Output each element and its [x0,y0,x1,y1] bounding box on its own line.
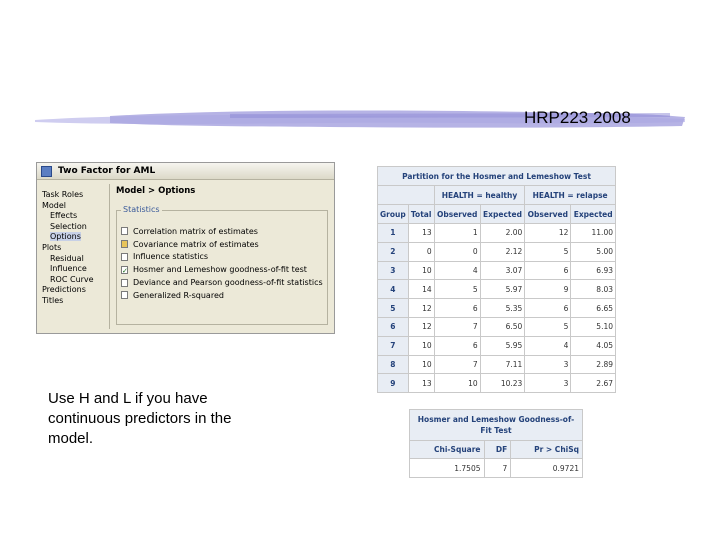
table-cell: 5 [434,280,480,299]
table-cell: 13 [408,224,434,243]
table-cell: 4 [525,336,571,355]
table-cell: 8.03 [571,280,616,299]
table-cell: 4 [434,261,480,280]
table-cell: 5.00 [571,242,616,261]
table-cell: 6.65 [571,299,616,318]
table-cell: 10.23 [480,374,525,393]
group-cell: 2 [378,242,409,261]
table-cell: 5.95 [480,336,525,355]
tree-item-titles[interactable]: Titles [42,295,64,305]
group-label: Statistics [123,205,160,214]
group-cell: 6 [378,317,409,336]
col-header: Observed [525,205,571,224]
table-row [378,374,616,393]
tree-item-residual[interactable]: Residual [50,253,84,263]
dialog-titlebar [37,163,334,180]
group-cell: 4 [378,280,409,299]
checkbox-checked-icon[interactable]: ✓ [122,266,128,275]
tree-item-options[interactable]: Options [50,232,81,242]
tree-item-task-roles[interactable]: Task Roles [42,190,84,199]
table-cell: 6.50 [480,317,525,336]
group-cell: 9 [378,374,409,393]
table-cell: 1 [434,224,480,243]
group-cell: 7 [378,336,409,355]
pane-title: Model > Options [116,186,196,196]
tree-item-predictions[interactable]: Predictions [42,285,86,295]
col-header: Expected [480,205,525,224]
table-cell: 5 [525,317,571,336]
table-cell: 13 [408,374,434,393]
table-row [378,280,616,299]
group-cell: 8 [378,355,409,374]
table-cell: 5.35 [480,299,525,318]
table-row [378,299,616,318]
table-cell: 6 [434,299,480,318]
tree-item-selection[interactable]: Selection [50,221,87,231]
slide-title: HRP223 2008 [524,108,631,127]
checkbox[interactable] [121,291,128,299]
table-cell: 12 [408,317,434,336]
table-cell: 10 [408,355,434,374]
note-text: Use H and L if you have continuous predictors in the model. [48,390,232,447]
table-cell: 0 [408,242,434,261]
task-tree [42,190,108,329]
table-row [378,224,616,243]
table-cell: 10 [408,336,434,355]
table-cell: 7 [434,317,480,336]
gof-caption: Hosmer and Lemeshow Goodness-of-Fit Test [410,410,583,441]
col-header: Group [378,205,409,224]
table-cell: 6.93 [571,261,616,280]
checkbox[interactable] [121,253,128,261]
tree-item-effects[interactable]: Effects [50,211,78,221]
partition-table [377,166,616,393]
table-cell: 10 [434,374,480,393]
table-cell: 14 [408,280,434,299]
table-cell: 12 [525,224,571,243]
app-icon [41,166,52,177]
table-cell: 7.11 [480,355,525,374]
option-covariance-matrix[interactable]: Covariance matrix of estimates [121,238,323,251]
table-cell: 0 [434,242,480,261]
col-header: Chi-Square [410,441,485,459]
p-value: 0.9721 [511,459,583,478]
table-row [378,336,616,355]
option-deviance-pearson[interactable]: Deviance and Pearson goodness-of-fit statistics [121,276,323,289]
statistics-group [116,205,328,325]
table-cell: 3.07 [480,261,525,280]
col-header: Total [408,205,434,224]
group-cell: 1 [378,224,409,243]
tree-item-plots[interactable]: Plots [42,242,62,252]
table-row [410,459,583,478]
gof-table [409,409,583,478]
tree-item-influence[interactable]: Influence [50,264,87,274]
table-cell: 9 [525,280,571,299]
table-cell: 6 [434,336,480,355]
option-influence-statistics[interactable]: Influence statistics [121,251,323,264]
df-value: 7 [484,459,511,478]
table-row [378,355,616,374]
two-factor-dialog [36,162,335,334]
group-cell: 3 [378,261,409,280]
table-cell: 2.00 [480,224,525,243]
table-row [378,261,616,280]
table-cell: 3 [525,355,571,374]
table-cell: 2.89 [571,355,616,374]
col-header: Expected [571,205,616,224]
span-healthy: HEALTH = healthy [434,186,525,205]
table-cell: 5.10 [571,317,616,336]
tree-item-model[interactable]: Model [42,200,67,210]
table-cell: 11.00 [571,224,616,243]
dialog-title: Two Factor for AML [58,166,156,176]
table-row [378,317,616,336]
table-cell: 10 [408,261,434,280]
option-correlation-matrix[interactable]: Correlation matrix of estimates [121,225,323,238]
table-cell: 2.67 [571,374,616,393]
table-cell: 2.12 [480,242,525,261]
col-header: Pr > ChiSq [511,441,583,459]
table-cell: 4.05 [571,336,616,355]
tree-item-roc-curve[interactable]: ROC Curve [50,274,94,284]
table-cell: 7 [434,355,480,374]
table-cell: 6 [525,299,571,318]
checkbox[interactable] [121,240,128,248]
option-hosmer-lemeshow[interactable]: ✓ Hosmer and Lemeshow goodness-of-fit test [122,265,307,275]
checkbox[interactable] [121,227,128,235]
span-relapse: HEALTH = relapse [525,186,616,205]
table-cell: 3 [525,374,571,393]
checkbox[interactable] [121,279,128,287]
col-header: Observed [434,205,480,224]
table-cell: 12 [408,299,434,318]
option-generalized-rsquared[interactable]: Generalized R-squared [121,289,323,302]
chi-square-value: 1.7505 [410,459,485,478]
table-caption: Partition for the Hosmer and Lemeshow Test [378,167,616,186]
table-cell: 5 [525,242,571,261]
options-pane [109,184,332,329]
group-cell: 5 [378,299,409,318]
header-blank [378,186,435,205]
table-cell: 5.97 [480,280,525,299]
col-header: DF [484,441,511,459]
table-row [378,242,616,261]
table-cell: 6 [525,261,571,280]
